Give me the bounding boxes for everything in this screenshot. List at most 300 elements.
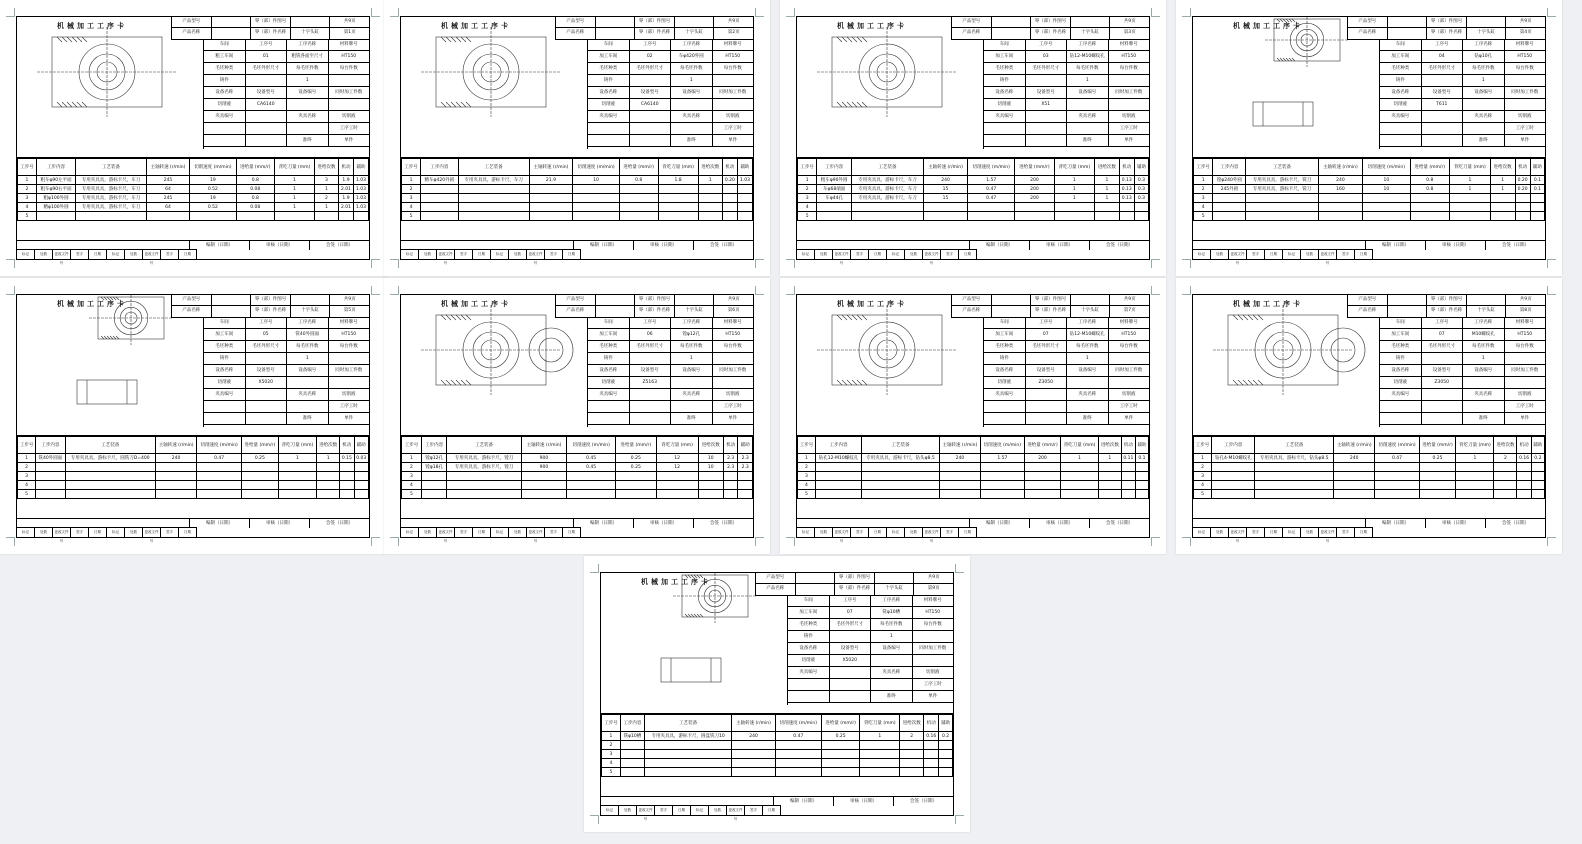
card-header [755, 573, 953, 596]
table-cell [155, 490, 197, 499]
table-cell: 2.3 [738, 454, 753, 463]
table-cell: 1.57 [968, 176, 1015, 185]
info-cell [1067, 99, 1109, 110]
info-cell: 加工车间 [984, 329, 1026, 340]
info-cell: 设备型号 [630, 87, 672, 98]
info-cell: 夹具编号 [1380, 389, 1422, 400]
table-cell [1515, 194, 1530, 203]
table-cell [775, 768, 821, 777]
table-row [798, 490, 1149, 499]
table-cell [775, 759, 821, 768]
table-cell [76, 212, 147, 221]
card-title: 机械加工工序卡 [641, 578, 711, 586]
table-row [1194, 176, 1545, 185]
info-row [984, 87, 1149, 99]
table-cell: 镗φ18孔 [421, 463, 446, 472]
info-cell: 切削液 [588, 99, 630, 110]
info-cell: 设备名称 [984, 87, 1026, 98]
table-cell [817, 203, 852, 212]
step-header-row [602, 715, 953, 732]
table-cell [1255, 472, 1334, 481]
header-cell: 产品型号 [172, 295, 212, 305]
table-row [1194, 185, 1545, 194]
step-header-cell: 进给量 (mm/r) [236, 159, 275, 176]
crop-mark [755, 8, 764, 17]
info-cell: 准终 [871, 691, 913, 702]
info-cell: 切削液 [342, 114, 356, 119]
table-cell: 0.3 [1134, 194, 1148, 203]
header-row [172, 295, 369, 306]
info-cell: 设备名称 [984, 365, 1026, 376]
table-cell [529, 212, 573, 221]
table-cell: 2.3 [723, 463, 738, 472]
info-cell: 设备编号 [1067, 365, 1109, 376]
info-row [1380, 135, 1545, 147]
step-header-cell: 工步内容 [817, 159, 852, 176]
info-cell: 切削液 [204, 377, 246, 388]
info-row [204, 389, 369, 401]
info-cell: HT150 [1121, 54, 1137, 59]
table-cell [923, 212, 967, 221]
table-cell: 专用夹具具，游标卡尺，圆铣刀D=400 [65, 454, 155, 463]
header-cell [596, 28, 636, 39]
table-cell: 4 [402, 203, 421, 212]
revision-cell: 签字 [71, 250, 89, 259]
info-cell: 同时加工件数 [719, 90, 747, 95]
table-cell [980, 490, 1024, 499]
info-cell: 同时加工件数 [919, 646, 947, 651]
header-cell: 零（部）件图号 [1427, 295, 1467, 305]
table-cell [1334, 490, 1375, 499]
table-cell [620, 759, 644, 768]
info-cell: 车间 [984, 39, 1026, 50]
revision-cell: 日期 [763, 806, 781, 815]
table-cell: 0.3 [1134, 185, 1148, 194]
revision-cell: 更改文件号 [143, 250, 161, 259]
revision-cell: 标记 [491, 528, 509, 537]
crop-mark [786, 286, 795, 295]
sign-cell: 会签（日期） [1485, 241, 1545, 250]
info-cell: 夹具名称 [671, 111, 713, 122]
revision-grid [797, 249, 977, 265]
revision-cell: 处数 [1301, 528, 1319, 537]
header-cell: 十字头缸 [1467, 306, 1507, 317]
crop-mark [1151, 537, 1160, 546]
info-cell: 05 [246, 329, 288, 340]
revision-cell: 日期 [179, 528, 197, 537]
process-card [16, 294, 370, 543]
table-cell [1121, 463, 1135, 472]
info-row [588, 99, 753, 111]
table-cell [421, 212, 459, 221]
table-cell: 3 [402, 194, 421, 203]
table-cell: 1.03 [353, 185, 368, 194]
info-cell [1026, 389, 1068, 400]
info-row [588, 63, 753, 75]
info-cell: 车间 [204, 39, 246, 50]
table-cell: 专用夹具具，游标卡尺，铣刀 [1246, 176, 1318, 185]
info-cell [1380, 123, 1422, 134]
header-cell: 十字头缸 [1467, 28, 1507, 39]
table-cell: 0.13 [1119, 176, 1134, 185]
revision-cell: 更改文件号 [527, 250, 545, 259]
card-header [1347, 17, 1545, 40]
step-header-cell: 工步号 [18, 159, 37, 176]
info-cell [329, 377, 370, 388]
info-cell [630, 401, 672, 412]
info-cell [1422, 389, 1464, 400]
crop-mark [786, 537, 795, 546]
info-row [788, 667, 953, 679]
info-row [1380, 389, 1545, 401]
header-cell: 十字头缸 [291, 28, 331, 39]
header-cell: 零（部）件名称 [1031, 306, 1071, 317]
sign-cell: 编制（日期） [773, 797, 833, 806]
step-header-cell: 背吃刀量 (mm) [1054, 159, 1095, 176]
revision-cell: 签字 [1247, 528, 1265, 537]
info-cell [1422, 353, 1464, 364]
step-header-cell: 主轴转速 (r/min) [521, 437, 567, 454]
table-row [18, 463, 369, 472]
revision-grid [797, 527, 977, 543]
table-cell: 粗车φ90右平面 [36, 185, 75, 194]
table-cell [1456, 481, 1494, 490]
info-cell: 每台件数 [1119, 344, 1138, 349]
table-cell: 0.1 [1530, 176, 1544, 185]
table-cell: 4 [1194, 481, 1212, 490]
table-cell [1255, 490, 1334, 499]
info-cell: 切削液 [984, 99, 1026, 110]
header-row [952, 295, 1149, 306]
info-cell: 设备名称 [588, 365, 630, 376]
revision-cell: 签字 [745, 806, 763, 815]
info-cell: 设备编号 [671, 87, 713, 98]
table-cell [620, 750, 644, 759]
table-cell: 5 [1194, 212, 1213, 221]
table-cell: 0.8 [1410, 176, 1449, 185]
step-table [601, 714, 953, 777]
info-cell: HT150 [1517, 332, 1533, 337]
header-cell: 零（部）件图号 [251, 17, 291, 27]
table-cell [1024, 481, 1060, 490]
table-row [798, 203, 1149, 212]
info-cell: 切削液 [1518, 392, 1532, 397]
table-cell: 1 [18, 176, 37, 185]
info-cell: 毛坯种类 [1380, 341, 1422, 352]
info-cell: 车间 [1380, 39, 1422, 50]
step-table-wrap [797, 435, 1149, 498]
sign-cell: 会签（日期） [1089, 519, 1149, 528]
table-cell [924, 759, 939, 768]
table-cell: 0.47 [968, 194, 1015, 203]
info-cell: 每台件数 [339, 344, 358, 349]
step-header-cell: 进给次数 [900, 715, 924, 732]
table-cell: 0.08 [236, 185, 275, 194]
table-row [602, 750, 953, 759]
table-cell [738, 472, 753, 481]
table-cell [939, 768, 953, 777]
info-cell: 加工车间 [1380, 329, 1422, 340]
header-cell [596, 306, 636, 317]
info-cell: 每台件数 [923, 622, 942, 627]
info-cell [713, 377, 754, 388]
info-cell [204, 123, 246, 134]
table-cell [737, 203, 752, 212]
crop-mark [590, 815, 599, 824]
table-cell: 1 [317, 454, 340, 463]
info-cell: 1 [287, 75, 329, 86]
process-card [1192, 16, 1546, 265]
info-cell [830, 679, 872, 690]
table-cell [815, 481, 861, 490]
table-cell: 4 [402, 481, 422, 490]
table-row [18, 203, 369, 212]
table-cell: 1.9 [339, 176, 354, 185]
table-cell [65, 472, 155, 481]
table-cell [275, 212, 315, 221]
table-cell [1135, 463, 1148, 472]
sign-row [189, 241, 369, 250]
revision-cell: 标记 [401, 528, 419, 537]
table-cell [1531, 472, 1544, 481]
step-header-cell: 机动 [340, 437, 354, 454]
table-cell [968, 203, 1015, 212]
table-cell [354, 481, 368, 490]
header-cell: 第6页 [727, 308, 740, 313]
table-cell [862, 463, 940, 472]
card-footer [1193, 240, 1545, 265]
step-header-cell: 工步内容 [36, 159, 75, 176]
revision-cell: 标记 [401, 250, 419, 259]
table-cell: 3 [314, 176, 338, 185]
step-header-cell: 辅助 [1530, 159, 1544, 176]
table-row [402, 490, 753, 499]
process-card [796, 294, 1150, 543]
step-header-cell: 工步内容 [1212, 437, 1255, 454]
header-cell: 第9页 [927, 586, 940, 591]
table-cell [924, 741, 939, 750]
revision-cell: 更改文件号 [833, 528, 851, 537]
info-cell: Z3050 [1422, 377, 1464, 388]
info-row [984, 63, 1149, 75]
sign-row [573, 519, 753, 528]
table-cell: 1 [1054, 185, 1095, 194]
table-cell [421, 203, 459, 212]
step-header-cell: 工步内容 [421, 437, 446, 454]
table-cell [447, 490, 521, 499]
header-cell [212, 306, 252, 317]
table-cell [980, 463, 1024, 472]
info-cell: 单件 [1520, 138, 1530, 143]
header-cell: 零（部）件图号 [251, 295, 291, 305]
info-row [588, 87, 753, 99]
document-page [780, 0, 1166, 276]
table-cell: 车φ68端面 [817, 185, 852, 194]
info-cell: 切削液 [984, 377, 1026, 388]
info-cell [287, 99, 329, 110]
crop-mark [390, 537, 399, 546]
step-header-cell: 辅助 [353, 159, 368, 176]
table-cell [738, 481, 753, 490]
revision-cell: 签字 [851, 250, 869, 259]
sign-row [189, 519, 369, 528]
sign-cell: 编制（日期） [189, 241, 249, 250]
revision-cell: 签字 [655, 806, 673, 815]
table-cell [732, 759, 775, 768]
table-cell [529, 185, 573, 194]
table-cell [860, 741, 900, 750]
table-cell [644, 741, 731, 750]
info-cell: M10螺纹孔 [1463, 329, 1505, 340]
table-cell [616, 472, 657, 481]
info-cell [788, 679, 830, 690]
revision-cell: 签字 [71, 528, 89, 537]
info-cell: 毛坯种类 [204, 341, 246, 352]
table-cell [1334, 472, 1375, 481]
info-cell: T611 [1422, 99, 1464, 110]
header-cell [1071, 295, 1111, 305]
info-cell: 切削液 [788, 655, 830, 666]
crop-mark [1182, 537, 1191, 546]
table-cell: 0.11 [1121, 454, 1135, 463]
revision-cell: 日期 [869, 528, 887, 537]
info-cell: 铸件 [588, 353, 630, 364]
table-cell: 21.9 [529, 176, 573, 185]
info-cell: HT150 [1121, 332, 1137, 337]
info-cell: 单件 [344, 416, 354, 421]
card-footer [401, 518, 753, 543]
info-cell [630, 75, 672, 86]
info-row [204, 365, 369, 377]
step-header-cell: 工步内容 [421, 159, 459, 176]
table-cell: 10 [1363, 185, 1410, 194]
table-cell [698, 481, 723, 490]
table-cell [1410, 203, 1449, 212]
table-cell [619, 203, 658, 212]
table-cell [197, 463, 241, 472]
info-cell: 同时加工件数 [1115, 90, 1143, 95]
table-cell [732, 750, 775, 759]
sign-cell: 编制（日期） [1365, 519, 1425, 528]
table-cell [1450, 212, 1491, 221]
table-cell [354, 472, 368, 481]
table-row [798, 176, 1149, 185]
header-cell: 零（部）件名称 [1427, 28, 1467, 39]
table-cell [644, 759, 731, 768]
revision-grid [17, 527, 197, 543]
info-cell: 设备编号 [287, 87, 329, 98]
process-info [983, 317, 1149, 427]
info-cell: 粗工车间 [204, 51, 246, 62]
header-cell: 产品型号 [172, 17, 212, 27]
table-cell: 3 [798, 194, 817, 203]
sign-row [773, 797, 953, 806]
info-cell: 材料牌号 [1515, 42, 1534, 47]
table-cell: 专用夹具具，游标卡尺，车刀 [852, 185, 924, 194]
info-cell [1505, 353, 1546, 364]
header-cell [796, 584, 836, 595]
table-cell [567, 481, 616, 490]
table-cell [1135, 472, 1148, 481]
info-cell: 毛坯外形尺寸 [246, 341, 288, 352]
table-cell [1450, 203, 1491, 212]
table-cell [354, 490, 368, 499]
table-cell [340, 472, 354, 481]
info-row [204, 99, 369, 111]
table-cell: 3 [798, 472, 816, 481]
header-cell: 产品名称 [556, 28, 596, 39]
step-header-cell: 切削速度 (m/min) [968, 159, 1015, 176]
header-row [556, 17, 753, 28]
header-cell [212, 17, 252, 27]
card-header [1347, 295, 1545, 318]
table-cell [1212, 490, 1255, 499]
info-cell: 设备编号 [1067, 87, 1109, 98]
info-cell: 每毛坯件数 [287, 63, 329, 74]
header-row [952, 28, 1149, 39]
table-cell [458, 203, 529, 212]
table-cell [860, 768, 900, 777]
step-table-wrap [1193, 157, 1545, 220]
table-cell [314, 212, 338, 221]
process-card [400, 294, 754, 543]
info-cell: 设备名称 [1380, 365, 1422, 376]
table-cell [1061, 472, 1099, 481]
table-cell [317, 481, 340, 490]
info-cell [630, 111, 672, 122]
header-cell [1388, 306, 1428, 317]
info-cell [246, 135, 288, 146]
info-cell: 毛坯外形尺寸 [830, 619, 872, 630]
info-cell: 夹具名称 [287, 111, 329, 122]
table-cell [619, 194, 658, 203]
info-row [588, 39, 753, 51]
table-cell: 2 [314, 194, 338, 203]
step-header-cell: 辅助 [737, 159, 752, 176]
step-header-cell: 背吃刀量 (mm) [1456, 437, 1494, 454]
table-cell [1098, 481, 1121, 490]
revision-cell: 处数 [419, 528, 437, 537]
revision-grid [401, 527, 581, 543]
table-cell [722, 203, 737, 212]
info-row [204, 413, 369, 425]
step-header-cell: 主轴转速 (r/min) [1318, 159, 1362, 176]
table-cell: 1 [402, 176, 421, 185]
info-cell: 01 [246, 51, 288, 62]
info-cell: 车间 [588, 39, 630, 50]
info-cell [788, 691, 830, 702]
table-cell: 2 [1494, 454, 1517, 463]
table-cell: 精φ100外圆 [36, 203, 75, 212]
header-cell: 零（部）件图号 [1031, 295, 1071, 305]
revision-cell: 处数 [1211, 528, 1229, 537]
revision-cell: 处数 [125, 528, 143, 537]
header-cell [992, 17, 1032, 27]
table-cell: 2 [798, 185, 817, 194]
table-cell: 4 [18, 481, 36, 490]
info-cell: 设备型号 [1026, 87, 1068, 98]
info-cell: 工序工时 [1119, 126, 1138, 131]
info-cell: 设备编号 [1463, 87, 1505, 98]
info-cell: 加工车间 [204, 329, 246, 340]
info-cell: 毛坯外形尺寸 [1422, 341, 1464, 352]
table-cell [573, 212, 620, 221]
table-cell [939, 759, 953, 768]
document-page [1176, 278, 1562, 554]
crop-mark [6, 286, 15, 295]
info-cell [1422, 111, 1464, 122]
table-cell: 2 [18, 463, 36, 472]
